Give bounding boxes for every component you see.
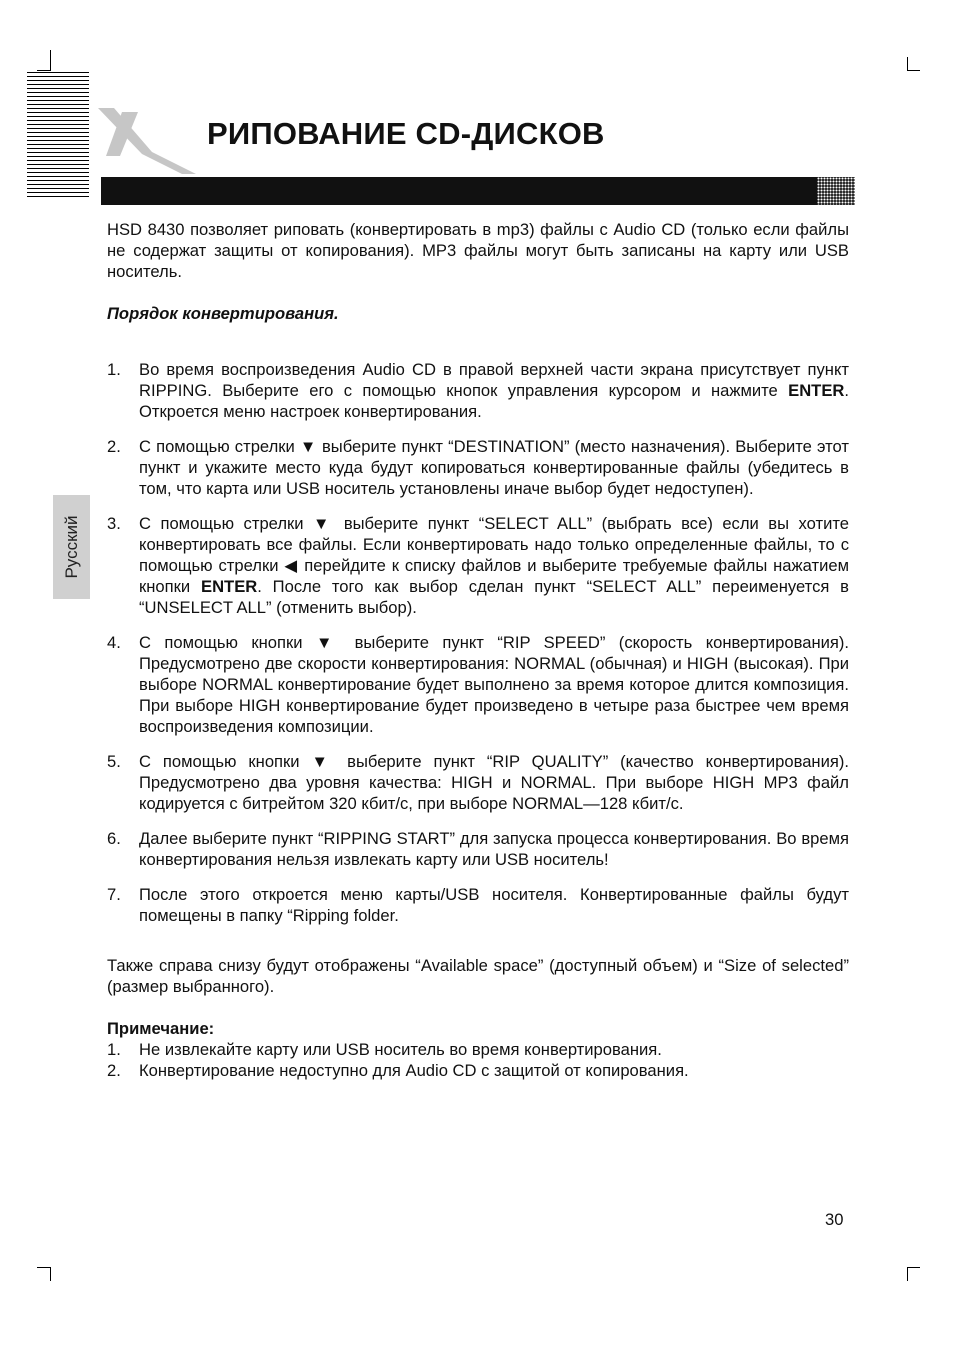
title-bar-dots xyxy=(817,177,855,205)
list-item xyxy=(107,751,849,814)
list-item xyxy=(107,436,849,499)
list-item xyxy=(107,359,849,422)
note-item xyxy=(107,1060,849,1081)
language-tab xyxy=(53,495,90,599)
x-logo-icon xyxy=(96,102,196,176)
step-number: 1. xyxy=(107,360,121,379)
step-key-label: ENTER xyxy=(788,381,845,400)
step-text: Далее выберите пункт “RIPPING START” для запуска процесса конвертирования. Во время конвертирования нельзя извлекать карту или USB носитель! xyxy=(139,829,849,869)
note-text: Конвертирование недоступно для Audio CD с защитой от копирования. xyxy=(139,1061,689,1080)
step-text: С помощью кнопки ▼ выберите пункт “RIP SPEED” (скорость конвертирования). Предусмотрено две скорости конвертирования: NORMAL (обычная) и HIGH (высокая). При выборе NORMAL конвертирование будет выполнено за время которое длится композиция. При выборе HIGH конвертирование будет произведено в четыре раза быстрее чем время воспроизведения композиции. xyxy=(139,633,849,736)
title-bar xyxy=(101,177,855,205)
language-tab-label: Русский xyxy=(61,515,81,579)
step-key-label: ENTER xyxy=(201,577,258,596)
procedure-heading: Порядок конвертирования. xyxy=(107,304,339,323)
list-item xyxy=(107,884,849,926)
crop-mark-bottom-right-h xyxy=(907,1267,920,1268)
step-text-part: . Откроется меню настроек конвертирования. xyxy=(139,381,849,421)
intro-paragraph: HSD 8430 позволяет риповать (конвертировать в mp3) файлы с Audio CD (только если файлы не содержат защиты от копирования). MP3 файлы могут быть записаны на карту или USB носитель. xyxy=(107,220,849,281)
available-space-paragraph: Также справа снизу будут отображены “Available space” (доступный объем) и “Size of selected” (размер выбранного). xyxy=(107,956,849,996)
crop-mark-bottom-left xyxy=(50,1267,51,1281)
crop-mark-top-right-h xyxy=(907,70,920,71)
step-text xyxy=(139,513,849,618)
step-text-part: С помощью стрелки ▼ выберите пункт “SELECT ALL” (выбрать все) если вы хотите конвертировать все файлы. Если конвертировать надо только определенные файлы, то с помощью стрелки ◀ перейдите к списку файлов и выберите требуемые файлы нажатием кнопки xyxy=(139,514,849,596)
crop-mark-top-left xyxy=(50,50,51,71)
page-number: 30 xyxy=(825,1210,844,1229)
list-item xyxy=(107,513,849,618)
crop-mark-bottom-right xyxy=(907,1267,908,1281)
step-number: 4. xyxy=(107,633,121,652)
page-title: РИПОВАНИЕ CD-ДИСКОВ xyxy=(207,116,605,151)
note-text: Не извлекайте карту или USB носитель во время конвертирования. xyxy=(139,1040,662,1059)
steps-list xyxy=(107,359,849,926)
crop-mark-top-right xyxy=(907,57,908,71)
step-text-part: Во время воспроизведения Audio CD в правой верхней части экрана присутствует пункт RIPPING. Выберите его с помощью кнопок управления курсором и нажмите xyxy=(139,360,849,400)
main-content xyxy=(107,219,849,1081)
step-number: 3. xyxy=(107,514,121,533)
step-text: С помощью стрелки ▼ выберите пункт “DESTINATION” (место назначения). Выберите этот пункт и укажите место куда будут копироваться конвертированные файлы (убедитесь в том, что карта или USB носитель установлены иначе выбор будет недоступен). xyxy=(139,437,849,498)
header-stripes xyxy=(27,72,89,200)
step-text: С помощью кнопки ▼ выберите пункт “RIP QUALITY” (качество конвертирования). Предусмотрено два уровня качества: HIGH и NORMAL. При выборе HIGH MP3 файл кодируется с битрейтом 320 кбит/с, при выборе NORMAL—128 кбит/с. xyxy=(139,752,849,813)
note-number: 1. xyxy=(107,1040,121,1059)
note-number: 2. xyxy=(107,1061,121,1080)
step-text xyxy=(139,359,849,422)
crop-mark-top-left-h xyxy=(37,70,51,71)
step-number: 6. xyxy=(107,829,121,848)
step-text: После этого откроется меню карты/USB носителя. Конвертированные файлы будут помещены в папку “Ripping folder. xyxy=(139,885,849,925)
note-item xyxy=(107,1039,849,1060)
step-number: 5. xyxy=(107,752,121,771)
crop-mark-bottom-left-h xyxy=(37,1267,51,1268)
list-item xyxy=(107,828,849,870)
step-number: 7. xyxy=(107,885,121,904)
note-heading: Примечание: xyxy=(107,1019,215,1038)
step-number: 2. xyxy=(107,437,121,456)
step-text-part: . После того как выбор сделан пункт “SELECT ALL” переименуется в “UNSELECT ALL” (отменить выбор). xyxy=(139,577,849,617)
list-item xyxy=(107,632,849,737)
